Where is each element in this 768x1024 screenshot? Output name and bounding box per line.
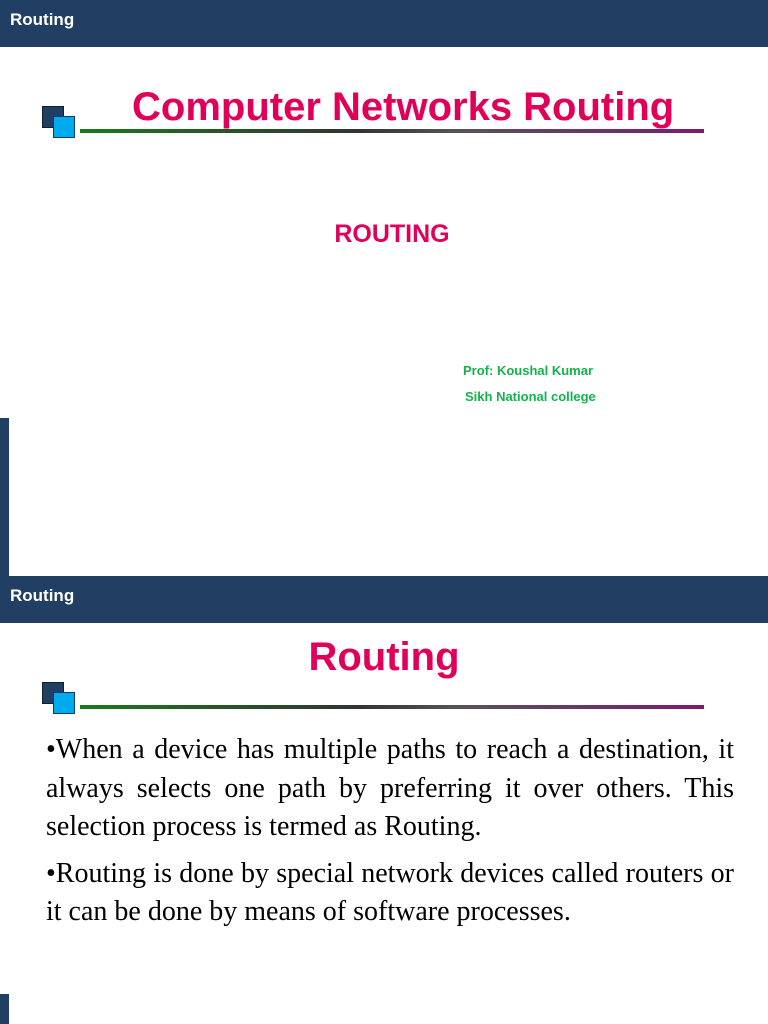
title-decoration-squares xyxy=(42,682,76,716)
left-accent-stripe xyxy=(0,994,9,1024)
bullet-paragraph: •When a device has multiple paths to reach a destination, it always selects one path by preferring it over others. This selection process is termed as Routing. xyxy=(46,734,734,842)
slide-title: Routing xyxy=(308,635,460,679)
header-bar xyxy=(0,0,768,47)
slide-2 xyxy=(0,576,768,1024)
header-label: Routing xyxy=(10,10,75,29)
left-accent-stripe xyxy=(0,418,9,576)
slide-subtitle: ROUTING xyxy=(334,220,450,248)
light-square-icon xyxy=(53,692,75,714)
slide-body xyxy=(46,731,734,940)
light-square-icon xyxy=(53,116,75,138)
title-underline xyxy=(80,705,704,709)
bullet-paragraph: •Routing is done by special network devices called routers or it can be done by means of software processes. xyxy=(46,857,734,927)
header-label: Routing xyxy=(10,586,75,605)
slide-title: Computer Networks Routing xyxy=(132,85,675,129)
author-name: Prof: Koushal Kumar xyxy=(463,363,594,378)
author-college: Sikh National college xyxy=(465,389,596,404)
title-decoration-squares xyxy=(42,106,76,140)
header-bar xyxy=(0,576,768,623)
